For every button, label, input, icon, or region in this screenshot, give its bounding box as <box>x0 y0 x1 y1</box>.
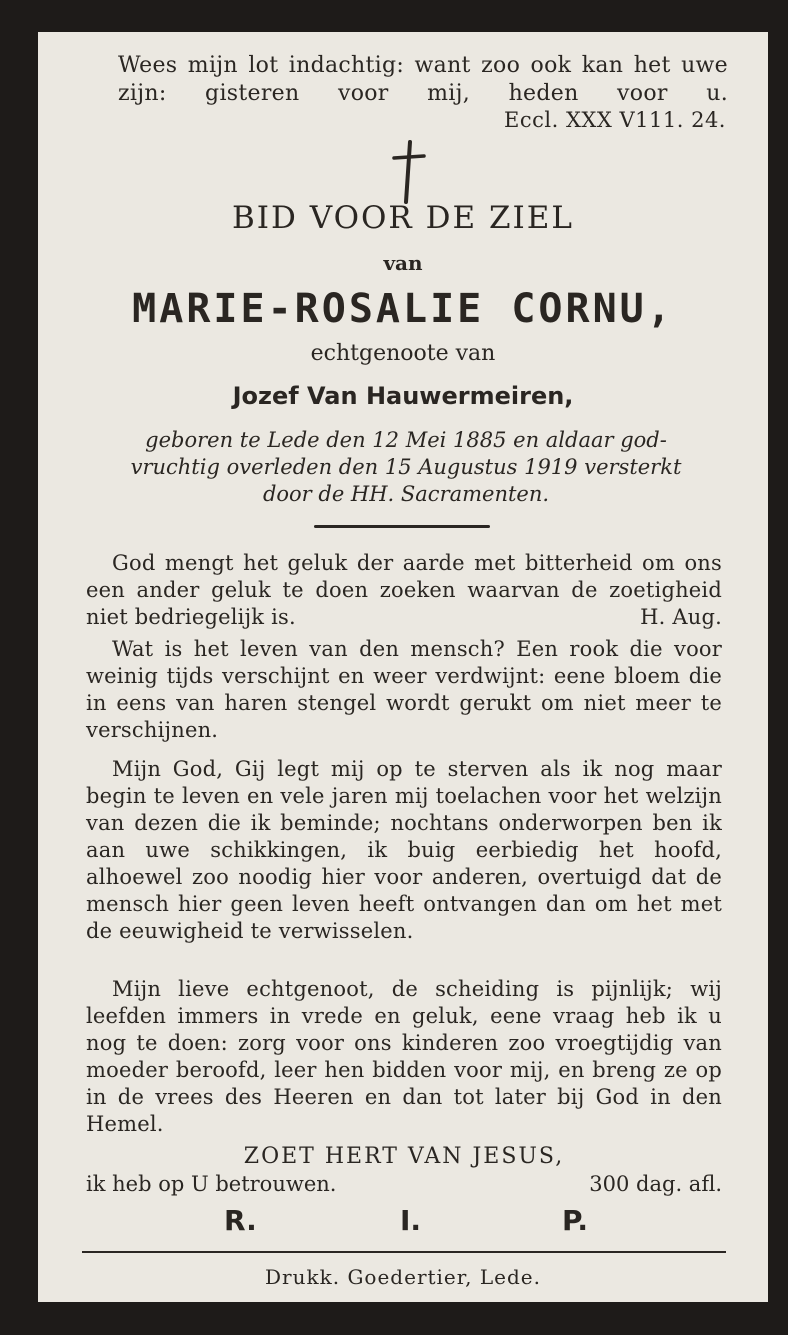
spouse-name: Jozef Van Hauwermeiren, <box>232 382 574 410</box>
details-line: vruchtig overleden den 15 Augustus 1919 versterkt <box>130 455 682 479</box>
birth-death-details <box>86 427 726 508</box>
printer-imprint: Drukk. Goedertier, Lede. <box>265 1265 541 1289</box>
indulgence-text: 300 dag. afl. <box>589 1172 722 1196</box>
invocation: ZOET HERT VAN JESUS, <box>243 1144 565 1169</box>
rip-r: R. <box>224 1204 257 1237</box>
paragraph-text: Wat is het leven van den mensch? Een rook die voor weinig tijds verschijnt en weer verdwijnt: eene bloem die in eens van haren stengel wordt gerukt om niet meer te verschijnen. <box>86 637 722 742</box>
card-paper <box>38 32 768 1302</box>
trust-text: ik heb op U betrouwen. <box>86 1172 337 1196</box>
spouse-intro: echtgenoote van <box>310 341 496 366</box>
paragraph-text: Mijn lieve echtgenoot, de scheiding is pijnlijk; wij leefden immers in vrede en geluk, eene vraag heb ik u nog te doen: zorg voor ons kinderen zoo vroegtijdig van moeder beroofd, leer hen bidden voor mij, en breng ze op in de vrees des Heeren en dan tot later bij God in den Hemel. <box>86 977 722 1136</box>
scripture-quote: Wees mijn lot indachtig: want zoo ook kan het uwe zijn: gisteren voor mij, heden voor u. <box>118 53 728 106</box>
van-label: van <box>383 251 423 275</box>
paragraph-god <box>86 756 722 945</box>
details-line: door de HH. Sacramenten. <box>262 482 550 506</box>
details-line: geboren te Lede den 12 Mei 1885 en aldaar god- <box>145 428 667 452</box>
deceased-name: MARIE-ROSALIE CORNU, <box>132 286 674 332</box>
paragraph-text: God mengt het geluk der aarde met bitterheid om ons een ander geluk te doen zoeken waarvan de zoetigheid niet bedriegelijk is. <box>86 551 722 629</box>
paragraph-augustine <box>86 550 722 631</box>
cross-icon <box>388 140 428 204</box>
paragraph-husband <box>86 976 722 1138</box>
scripture-reference: Eccl. XXX V111. 24. <box>504 108 726 132</box>
bottom-rule <box>82 1251 726 1253</box>
paragraph-life <box>86 636 722 744</box>
rip-i: I. <box>400 1204 422 1237</box>
rip-p: P. <box>562 1204 589 1237</box>
prayer-heading: BID VOOR DE ZIEL <box>232 200 574 236</box>
divider <box>314 525 490 528</box>
attribution: H. Aug. <box>640 605 722 629</box>
paragraph-text: Mijn God, Gij legt mij op te sterven als ik nog maar begin te leven en vele jaren mij toelachen voor het welzijn van dezen die ik beminde; nochtans onderworpen ben ik aan uwe schikkingen, ik buig eerbiedig het hoofd, alhoewel zoo noodig hier voor anderen, overtuigd dat de mensch hier geen leven heeft ontvangen dan om het met de eeuwigheid te verwisselen. <box>86 757 722 943</box>
